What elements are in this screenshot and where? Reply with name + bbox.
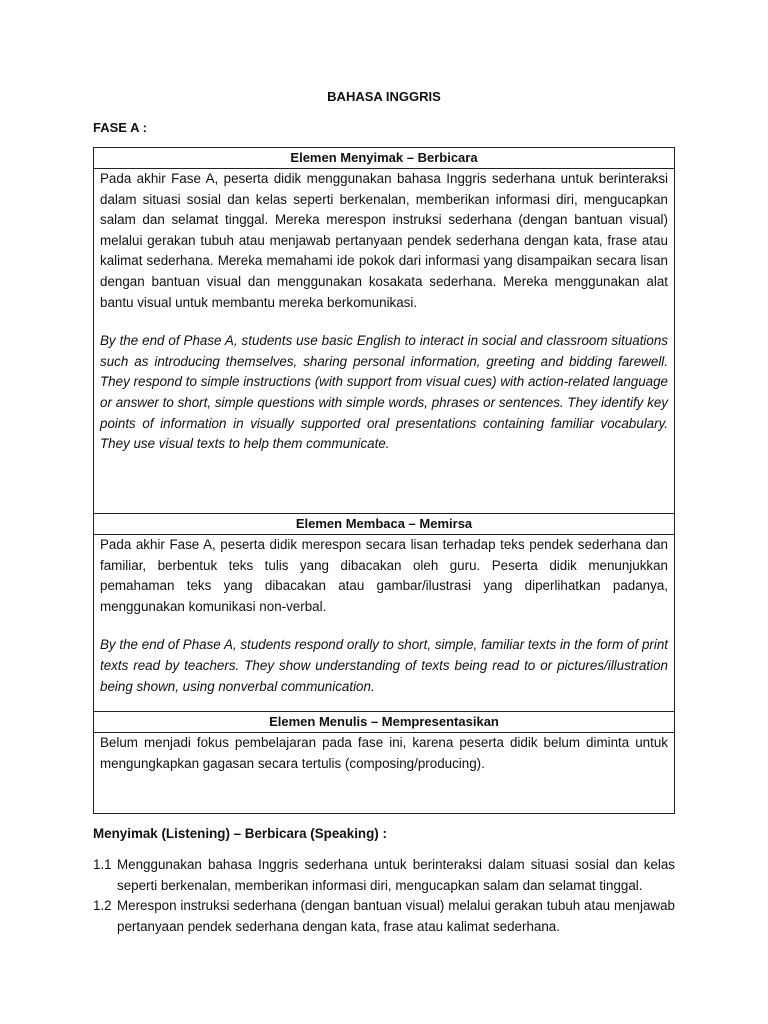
indonesian-paragraph: Belum menjadi fokus pembelajaran pada fase ini, karena peserta didik belum diminta untuk mengungkapkan gagasan secara tertulis (composing/producing). bbox=[100, 735, 668, 771]
list-item bbox=[93, 896, 675, 937]
list-item-number: 1.2 bbox=[93, 898, 112, 914]
table-row bbox=[94, 169, 675, 514]
indonesian-paragraph: Pada akhir Fase A, peserta didik merespon secara lisan terhadap teks pendek sederhana dan familiar, berbentuk teks tulis yang dibacakan oleh guru. Peserta didik menunjukkan pemahaman teks yang dibacakan atau gambar/ilustrasi yang diperlihatkan padanya, menggunakan komunikasi non-verbal. bbox=[100, 537, 668, 614]
element-body-reading-viewing bbox=[94, 535, 675, 712]
section-title: Menyimak (Listening) – Berbicara (Speaking) : bbox=[93, 826, 387, 841]
english-paragraph: By the end of Phase A, students respond orally to short, simple, familiar texts in the form of print texts read by teachers. They show understanding of texts being read to or pictures/illustration being shown, using nonverbal communication. bbox=[100, 637, 668, 694]
table-row bbox=[94, 514, 675, 535]
list-item-text: Menggunakan bahasa Inggris sederhana untuk berinteraksi dalam situasi sosial dan kelas seperti berkenalan, memberikan informasi diri, mengucapkan salam dan selamat tinggal. bbox=[117, 857, 675, 893]
english-paragraph: By the end of Phase A, students use basic English to interact in social and classroom situations such as introducing themselves, sharing personal information, greeting and bidding farewell. They respond to simple instructions (with support from visual cues) with action-related language or answer to short, simple questions with simple words, phrases or sentences. They identify key points of information in visually supported oral presentations containing familiar vocabulary. They use visual texts to help them communicate. bbox=[100, 333, 668, 452]
element-header-writing-presenting: Elemen Menulis – Mempresentasikan bbox=[94, 712, 675, 733]
element-body-listening-speaking bbox=[94, 169, 675, 514]
table-row bbox=[94, 148, 675, 169]
indonesian-paragraph: Pada akhir Fase A, peserta didik menggunakan bahasa Inggris sederhana untuk berinteraksi dalam situasi sosial dan kelas seperti berkenalan, memberikan informasi diri, mengucapkan salam dan selamat tinggal. Mereka merespon instruksi sederhana (dengan bantuan visual) melalui gerakan tubuh atau menjawab pertanyaan pendek sederhana dengan kata, frase atau kalimat sederhana. Mereka memahami ide pokok dari informasi yang disampaikan secara lisan dengan bantuan visual dan menggunakan kosakata sederhana. Mereka menggunakan alat bantu visual untuk membantu mereka berkomunikasi. bbox=[100, 171, 668, 310]
list-item-number: 1.1 bbox=[93, 857, 112, 872]
learning-outcomes-table bbox=[93, 147, 675, 814]
page-title: BAHASA INGGRIS bbox=[327, 89, 441, 104]
list-item bbox=[93, 855, 675, 896]
table-row bbox=[94, 712, 675, 733]
list-item-text: Merespon instruksi sederhana (dengan bantuan visual) melalui gerakan tubuh atau menjawab pertanyaan pendek sederhana dengan kata, frase atau kalimat sederhana. bbox=[117, 898, 675, 934]
phase-label: FASE A : bbox=[93, 120, 147, 135]
element-body-writing-presenting bbox=[94, 733, 675, 814]
table-row bbox=[94, 535, 675, 712]
objectives-list bbox=[93, 855, 675, 937]
table-row bbox=[94, 733, 675, 814]
element-header-reading-viewing: Elemen Membaca – Memirsa bbox=[94, 514, 675, 535]
element-header-listening-speaking: Elemen Menyimak – Berbicara bbox=[94, 148, 675, 169]
